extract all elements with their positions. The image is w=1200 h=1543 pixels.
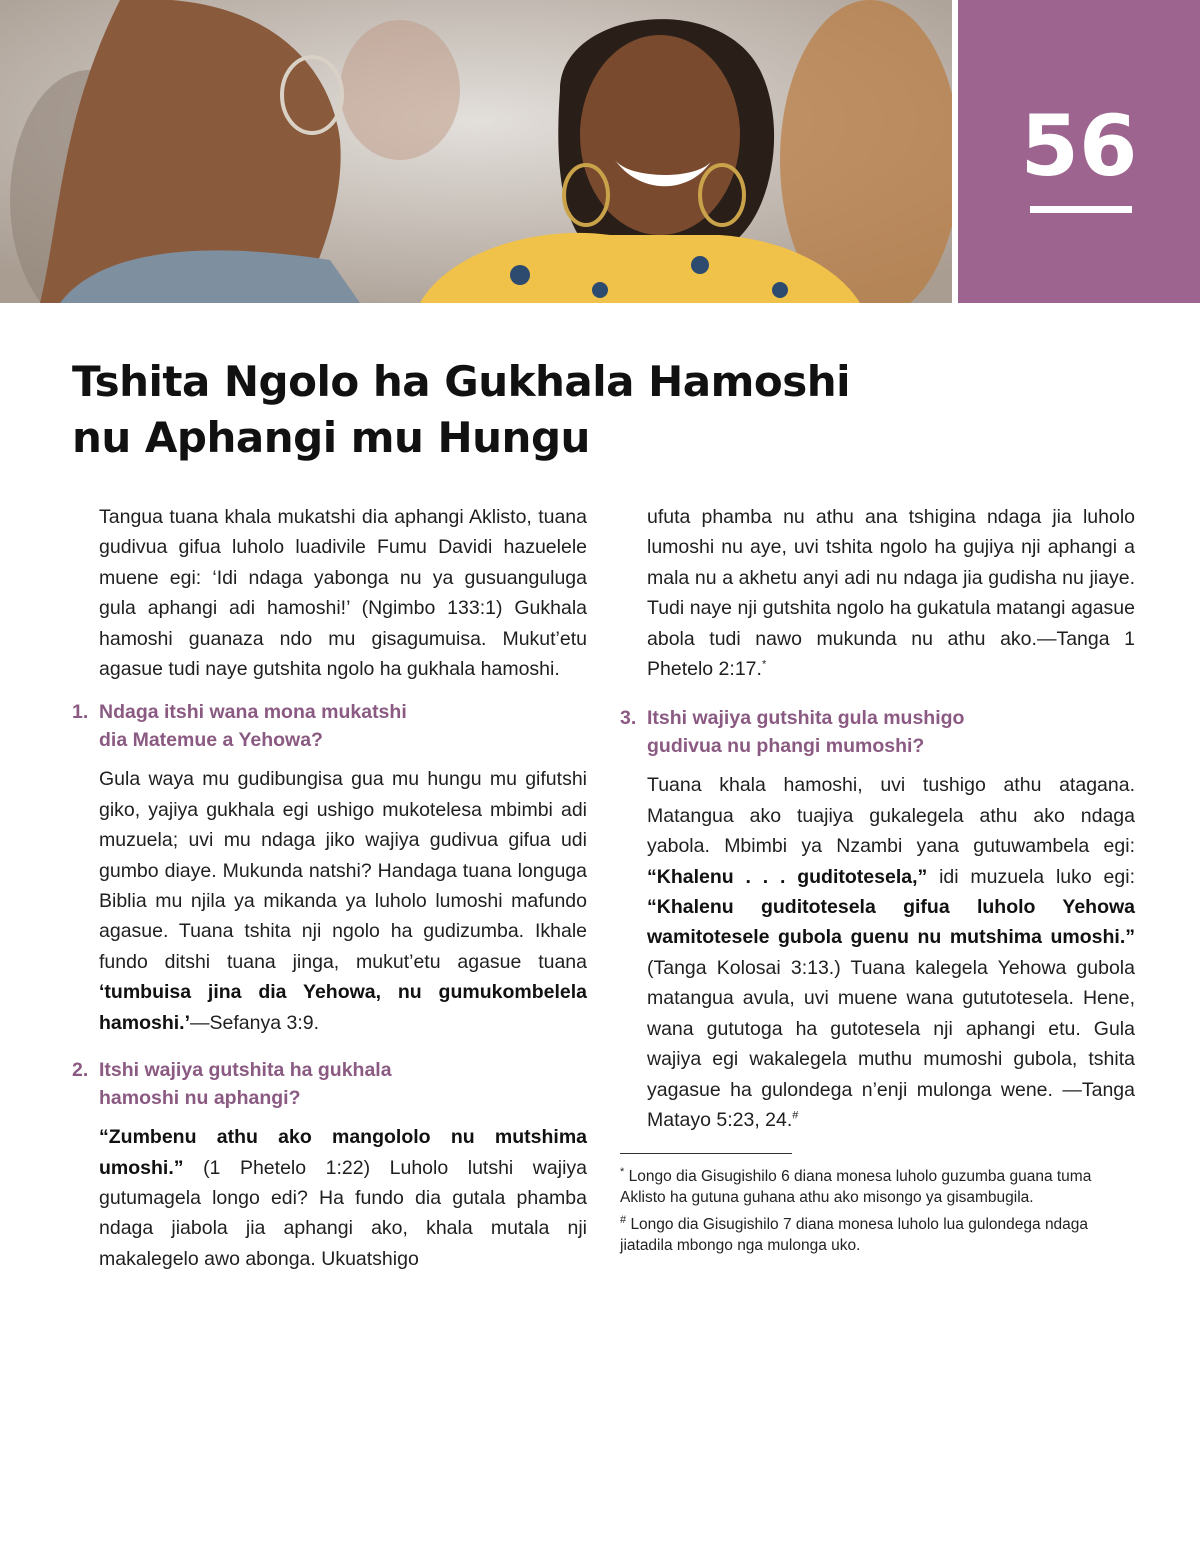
footnote-1-text: Longo dia Gisugishilo 6 diana monesa luholo guzumba guana tuma Aklisto ha gutuna guhana athu ako misongo ya gisambugila.: [620, 1168, 1092, 1207]
footnote-2: [620, 1214, 1135, 1256]
section-2-body-continued: [620, 502, 1135, 684]
section-2-bold-quote: “Zumbenu athu ako mangololo nu mutshima umoshi.”: [99, 1126, 587, 1179]
section-3-heading: [620, 704, 1135, 760]
section-2-number: 2.: [72, 1059, 89, 1082]
section-2-heading-line-2: hamoshi nu aphangi?: [99, 1087, 301, 1110]
title-line-2: nu Aphangi mu Hungu: [72, 413, 590, 462]
footnote-1-mark: *: [620, 1166, 625, 1179]
header-photo: [0, 0, 952, 303]
lesson-number-underline: [1030, 206, 1132, 213]
section-1-heading-line-2: dia Matemue a Yehowa?: [99, 729, 323, 752]
lesson-number: 56: [1020, 97, 1138, 195]
section-3-text-b: idi muzuela luko egi:: [927, 865, 1135, 888]
section-2-body: [72, 1122, 587, 1274]
section-2-text: (1 Phetelo 1:22) Luholo lutshi wajiya gutumagela longo edi? Ha fundo dia gutala phamba ndaga jiabola jia aphangi ako, khala mutala nji makalegelo awo abonga. Ukuatshigo: [99, 1156, 587, 1270]
footnote-divider: [620, 1153, 792, 1154]
footnote-ref-1[interactable]: *: [761, 658, 767, 671]
section-1-text-end: —Sefanya 3:9.: [190, 1011, 320, 1034]
footnote-ref-2[interactable]: #: [792, 1109, 799, 1122]
right-column: [620, 502, 1135, 1262]
page-title: [72, 354, 972, 466]
section-2-text-continued: ufuta phamba nu athu ana tshigina ndaga jia luholo lumoshi nu aye, uvi tshita ngolo ha gujiya nji aphangi a mala nu a akhetu anyi adi nu ndaga jia gudisha nu jiaye. Tudi naye nji gutshita ngolo ha gukatula matangi agasue abola tudi nawo mukunda nu athu ako.—Tanga 1 Phetelo 2:17.: [647, 506, 1135, 681]
lesson-number-box: [958, 0, 1200, 303]
section-1-bold-quote: ‘tumbuisa jina dia Yehowa, nu gumukombelela hamoshi.’: [99, 981, 587, 1034]
section-3-text-c: (Tanga Kolosai 3:13.) Tuana kalegela Yehowa gubola matangua avula, uvi muene wana gututotesela. Hene, wana gututoga ha gutotesela nji aphangi etu. Gula wajiya egi wakalegela muthu mumoshi gubola, tshita yagasue ha gulondega n’enji mulonga wene. —Tanga Matayo 5:23, 24.: [647, 956, 1135, 1131]
footnote-2-mark: #: [620, 1214, 627, 1227]
section-3-bold-a: “Khalenu . . . guditotesela,”: [647, 865, 928, 888]
section-1-text: Gula waya mu gudibungisa gua mu hungu mu gifutshi giko, yajiya gukhala egi ushigo mukotelesa mbimbi adi muzuela; uvi mu ndaga jiko wajiya gudivua gifua udi gumbo diaye. Mukunda natshi? Handaga tuana longuga Biblia mu njila ya mikanda ya luholo lumoshi mafundo agasue. Tuana tshita nji ngolo ha gudizumba. Ikhale fundo ditshi tuana jinga, mukut’etu agasue tuana: [99, 768, 587, 973]
left-column: [72, 502, 587, 1274]
footnote-2-text: Longo dia Gisugishilo 7 diana monesa luholo lua gulondega ndaga jiatadila mbongo nga mulonga uko.: [620, 1216, 1089, 1255]
photo-illustration: [0, 0, 952, 303]
section-1-number: 1.: [72, 701, 89, 724]
section-1-body: [72, 764, 587, 1038]
section-3-bold-b: “Khalenu guditotesela gifua luholo Yehowa wamitotesele gubola guenu nu mutshima umoshi.”: [647, 896, 1135, 949]
footnote-1: [620, 1166, 1135, 1208]
section-3-text-a: Tuana khala hamoshi, uvi tushigo athu atagana. Matangua ako tuajiya gukalegela athu ako ndaga yabola. Mbimbi ya Nzambi yana gutuwambela egi:: [647, 774, 1135, 858]
section-1-heading-line-1: Ndaga itshi wana mona mukatshi: [99, 701, 407, 724]
section-3-number: 3.: [620, 707, 637, 730]
section-3-heading-line-1: Itshi wajiya gutshita gula mushigo: [647, 707, 965, 730]
section-1-heading: [72, 698, 587, 754]
section-2-heading: [72, 1056, 587, 1112]
section-3-body: [620, 770, 1135, 1135]
title-line-1: Tshita Ngolo ha Gukhala Hamoshi: [72, 357, 851, 406]
intro-paragraph: Tangua tuana khala mukatshi dia aphangi Aklisto, tuana gudivua gifua luholo luadivile Fumu Davidi hazuelele muene egi: ‘Idi ndaga yabonga nu ya gusuanguluga gula aphangi adi hamoshi!’ (Ngimbo 133:1) Gukhala hamoshi guanaza ndo mu gisagumuisa. Mukut’etu agasue tudi naye gutshita ngolo ha gukhala hamoshi.: [99, 506, 587, 681]
section-2-heading-line-1: Itshi wajiya gutshita ha gukhala: [99, 1059, 392, 1082]
section-3-heading-line-2: gudivua nu phangi mumoshi?: [647, 735, 925, 758]
